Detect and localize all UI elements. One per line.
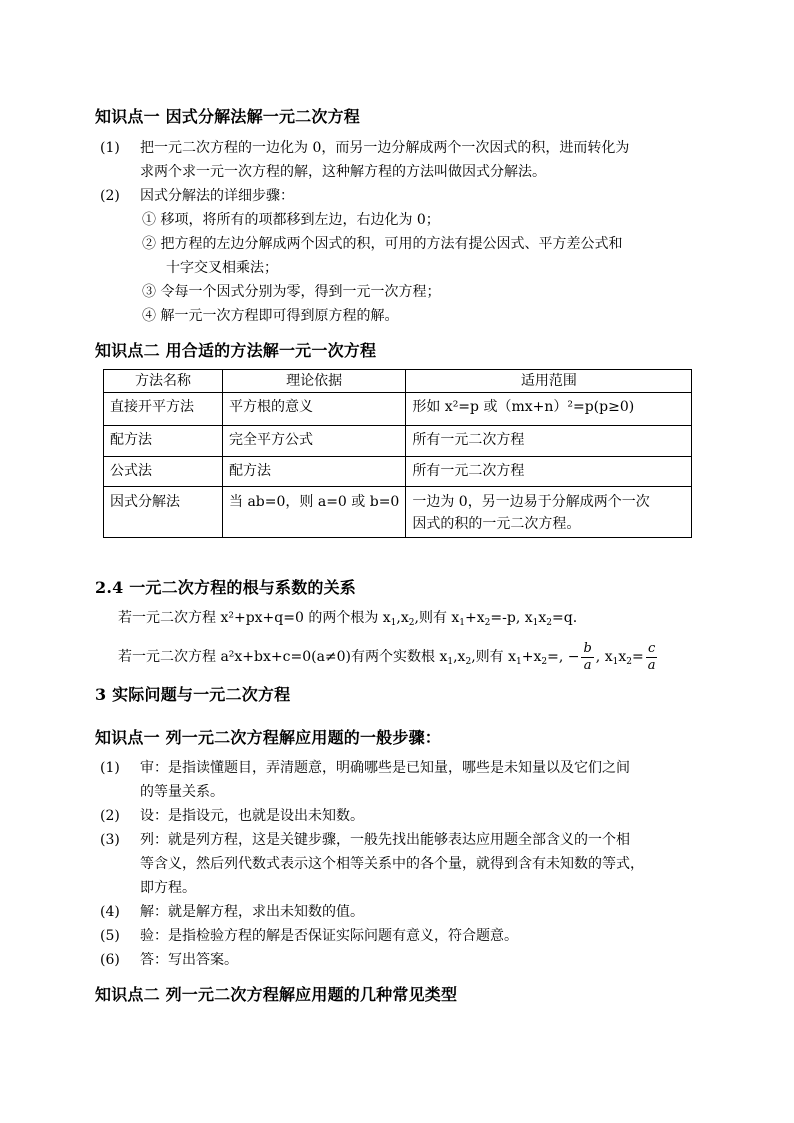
subscript: 2 (465, 657, 472, 667)
subscript: 2 (626, 657, 632, 667)
text-span: = (631, 649, 644, 665)
subscript: 1 (459, 618, 466, 628)
text-span: 若一元二次方程 a²x+bx+c=0(a≠0)有两个实数根 x (118, 649, 448, 665)
subscript: 1 (612, 657, 619, 667)
paragraph-line: 验：是指检验方程的解是否保证实际问题有意义，符合题意。 (140, 928, 518, 944)
table-row (104, 426, 692, 457)
paragraph-line: 解：就是解方程，求出未知数的值。 (140, 904, 364, 920)
step-line: ③ 令每一个因式分别为零，得到一元一次方程； (142, 284, 441, 300)
section-heading-types: 知识点二 列一元二次方程解应用题的几种常见类型 (95, 985, 458, 1004)
table-cell: 配方法 (223, 457, 406, 487)
text-span: ,x (396, 610, 409, 626)
paragraph-line: 因式分解法的详细步骤： (140, 188, 294, 204)
table-cell: 形如 x²=p 或（mx+n）²=p(p≥0) (406, 393, 692, 426)
step-line: 十字交叉相乘法； (166, 260, 278, 276)
table-cell (406, 487, 692, 538)
paragraph-line: 的等量关系。 (140, 784, 224, 800)
table-header-row (104, 370, 692, 393)
denominator: a (647, 657, 656, 673)
text-span: , x (595, 649, 613, 665)
subscript: 1 (390, 618, 397, 628)
paragraph-line: 设：是指设元，也就是设出未知数。 (140, 808, 364, 824)
table-cell: 配方法 (104, 426, 223, 457)
denominator: a (583, 657, 592, 673)
table-row (104, 487, 692, 538)
item-number: (1) (100, 760, 120, 776)
text-span: =q. (552, 610, 578, 626)
item-number: (2) (100, 808, 120, 824)
step-line: ④ 解一元一次方程即可得到原方程的解。 (142, 308, 399, 324)
text-span: +x (521, 649, 542, 665)
subscript: 1 (515, 657, 522, 667)
subscript: 1 (532, 618, 539, 628)
item-number: (4) (100, 904, 120, 920)
section-heading-steps: 知识点一 列一元二次方程解应用题的一般步骤： (95, 728, 441, 747)
item-number: (1) (100, 140, 120, 156)
text-span: ,则有 x (414, 610, 460, 626)
fraction-b-over-a (581, 641, 593, 674)
table-cell: 当 ab=0，则 a=0 或 b=0 (223, 487, 406, 538)
item-number: (3) (100, 832, 120, 848)
item-number: (2) (100, 188, 120, 204)
table-cell: 平方根的意义 (223, 393, 406, 426)
vieta-line-1 (118, 608, 577, 633)
chapter-heading: 3 实际问题与一元二次方程 (95, 685, 291, 704)
subscript: 1 (447, 657, 454, 667)
table-header-cell: 方法名称 (104, 370, 223, 393)
table-row (104, 393, 692, 426)
numerator: b (583, 640, 592, 656)
paragraph-line: 求两个求一元一次方程的解，这种解方程的方法叫做因式分解法。 (140, 164, 546, 180)
table-cell: 完全平方公式 (223, 426, 406, 457)
methods-table (103, 369, 692, 538)
fraction-c-over-a (646, 641, 658, 674)
text-span: x (618, 649, 627, 665)
subscript: 2 (541, 657, 548, 667)
step-line: ① 移项，将所有的项都移到左边，右边化为 0； (142, 212, 440, 228)
text-span: =-p, x (490, 610, 533, 626)
cell-line: 一边为 0，另一边易于分解成两个一次 (412, 494, 650, 510)
section-heading-methods: 知识点二 用合适的方法解一元一次方程 (95, 341, 377, 360)
table-header-cell: 理论依据 (223, 370, 406, 393)
text-span: x (538, 610, 547, 626)
text-span: ,则有 x (471, 649, 516, 665)
subscript: 2 (408, 618, 415, 628)
paragraph-line: 即方程。 (140, 880, 196, 896)
table-cell: 公式法 (104, 457, 223, 487)
text-span: =, − (547, 649, 580, 665)
text-span: 若一元二次方程 x²+px+q=0 的两个根为 x (118, 610, 391, 626)
paragraph-line: 审：是指读懂题目，弄清题意，明确哪些是已知量，哪些是未知量以及它们之间 (140, 760, 630, 776)
subscript: 2 (484, 618, 491, 628)
text-span: +x (465, 610, 485, 626)
paragraph-line: 列：就是列方程，这是关键步骤，一般先找出能够表达应用题全部含义的一个相 (140, 832, 630, 848)
table-header-cell: 适用范围 (406, 370, 692, 393)
item-number: (6) (100, 952, 120, 968)
text-span: ,x (453, 649, 466, 665)
table-cell: 直接开平方法 (104, 393, 223, 426)
paragraph-line: 答：写出答案。 (140, 952, 238, 968)
step-line: ② 把方程的左边分解成两个因式的积，可用的方法有提公因式、平方差公式和 (142, 236, 623, 252)
paragraph-line: 等含义，然后列代数式表示这个相等关系中的各个量，就得到含有未知数的等式， (140, 856, 644, 872)
numerator: c (646, 641, 658, 658)
table-row (104, 457, 692, 487)
item-number: (5) (100, 928, 120, 944)
cell-line: 因式的积的一元二次方程。 (412, 516, 581, 532)
vieta-line-2 (118, 639, 659, 680)
subscript: 2 (546, 618, 552, 628)
paragraph-line: 把一元二次方程的一边化为 0，而另一边分解成两个一次因式的积，进而转化为 (140, 140, 630, 156)
section-heading-vieta: 2.4 一元二次方程的根与系数的关系 (95, 578, 357, 597)
table-cell: 所有一元二次方程 (406, 457, 692, 487)
table-cell: 因式分解法 (104, 487, 223, 538)
section-heading-factoring: 知识点一 因式分解法解一元二次方程 (95, 107, 360, 126)
table-cell: 所有一元二次方程 (406, 426, 692, 457)
